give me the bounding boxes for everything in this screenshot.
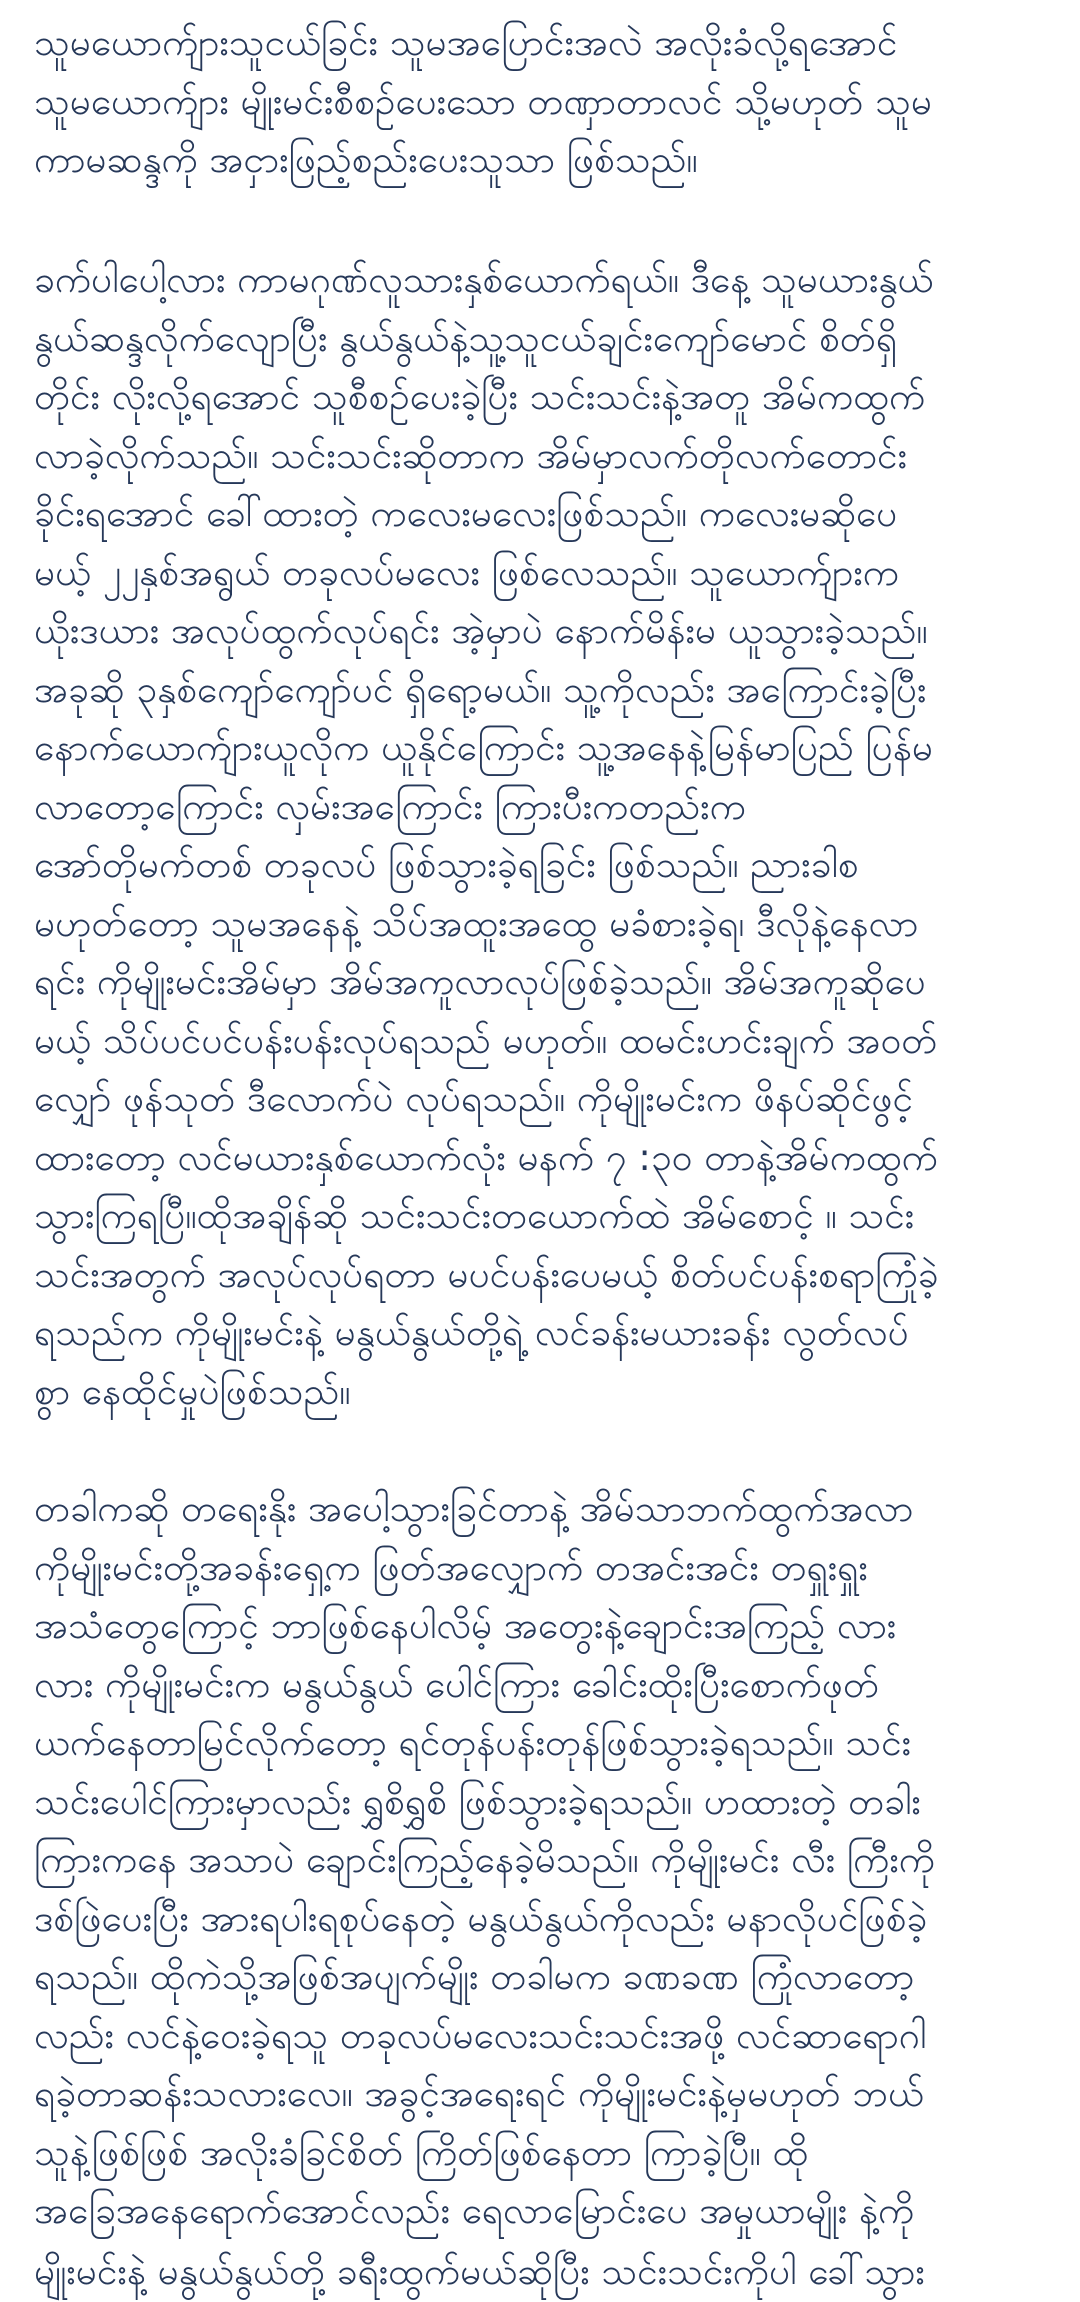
text-line: ထားတော့ လင်မယားနှစ်ယောက်လုံး မနက် ၇ :၃၀ တာနဲ့အိမ်ကထွက်: [34, 1135, 938, 1179]
text-line: စွာ နေထိုင်မှုပဲဖြစ်သည်။: [34, 1369, 351, 1413]
text-line: သူနဲ့ဖြစ်ဖြစ် အလိုးခံခြင်စိတ် ကြိတ်ဖြစ်နေတာ ကြာခဲ့ပြီ။ ထို: [34, 2130, 809, 2174]
text-line: လား ကိုမျိုးမင်းက မနွယ်နွယ် ပေါင်ကြား ခေါင်းထိုးပြီးစောက်ဖုတ်: [34, 1662, 879, 1706]
text-line: ဒစ်ဖြဲပေးပြီး အားရပါးရစုပ်နေတဲ့ မနွယ်နွယ်ကိုလည်း မနာလိုပင်ဖြစ်ခဲ့: [34, 1896, 928, 1940]
text-line: ခက်ပါပေါ့လား ကာမဂုဏ်လူသားနှစ်ယောက်ရယ်။ ဒီနေ့ သူမယားနွယ်: [34, 258, 934, 301]
text-line: တခါကဆို တရေးနိုး အပေါ့သွားခြင်တာနဲ့ အိမ်သာဘက်ထွက်အလာ: [34, 1487, 914, 1530]
text-line: ယိုးဒယား အလုပ်ထွက်လုပ်ရင်း အဲ့မှာပဲ နောက်မိန်းမ ယူသွားခဲ့သည်။: [34, 609, 928, 652]
text-line: နွယ်ဆန္ဒလိုက်လျောပြီး နွယ်နွယ်နဲ့သူ့သူငယ်ချင်းကျော်မောင် စိတ်ရှိ: [34, 316, 898, 360]
text-line: နောက်ယောက်ျားယူလိုက ယူနိုင်ကြောင်း သူ့အနေနဲ့မြန်မာပြည် ပြန်မ: [34, 726, 934, 769]
text-line: အသံတွေကြောင့် ဘာဖြစ်နေပါလိမ့် အတွေးနဲ့ချောင်းအကြည့် လား: [34, 1604, 897, 1647]
text-line: လည်း လင်နဲ့ဝေးခဲ့ရသူ တခုလပ်မလေးသင်းသင်းအဖို့ လင်ဆာရောဂါ: [34, 2013, 927, 2057]
text-line: သူမယောက်ျား မျိုးမင်းစီစဉ်ပေးသော တဏှာတာလင် သို့မဟုတ် သူမ: [34, 79, 932, 123]
text-line: အခြေအနေရောက်အောင်လည်း ရေလာမြောင်းပေ အမှုယာမျိုး နဲ့ကို: [34, 2189, 915, 2232]
text-line: ရင်း ကိုမျိုးမင်းအိမ်မှာ အိမ်အကူလာလုပ်ဖြစ်ခဲ့သည်။ အိမ်အကူဆိုပေ: [34, 960, 926, 1003]
paragraph-3: [34, 1480, 1054, 2241]
text-line: ကြားကနေ အသာပဲ ချောင်းကြည့်နေခဲ့မိသည်။ ကိုမျိုးမင်း လီး ကြီးကို: [34, 1838, 935, 1881]
text-line: တိုင်း လိုးလို့ရအောင် သူစီစဉ်ပေးခဲ့ပြီး သင်းသင်းနဲ့အတူ အိမ်ကထွက်: [34, 375, 926, 418]
text-line: ရသည်က ကိုမျိုးမင်းနဲ့ မနွယ်နွယ်တို့ရဲ့ လင်ခန်းမယားခန်း လွတ်လပ်: [34, 1311, 909, 1354]
text-line: သင်းအတွက် အလုပ်လုပ်ရတာ မပင်ပန်းပေမယ့် စိတ်ပင်ပန်းစရာကြုံခဲ့: [34, 1252, 939, 1296]
paragraph-4-partial: [34, 2243, 1054, 2302]
text-line: မယ့် သိပ်ပင်ပင်ပန်းပန်းလုပ်ရသည် မဟုတ်။ ထမင်းဟင်းချက် အဝတ်: [34, 1018, 938, 1062]
text-line: မျိုးမင်းနဲ့ မနွယ်နွယ်တို့ ခရီးထွက်မယ်ဆိုပြီး သင်းသင်းကိုပါ ခေါ်သွား: [34, 2250, 925, 2293]
text-line: ကိုမျိုးမင်းတို့အခန်းရှေ့က ဖြတ်အလျှောက် တအင်းအင်း တရှူးရှူး: [34, 1545, 868, 1589]
text-line: အခုဆို ၃နှစ်ကျော်ကျော်ပင် ရှိရော့မယ်။ သူ့ကိုလည်း အကြောင်းခဲ့ပြီး: [34, 667, 927, 711]
text-line: လာတော့ကြောင်း လှမ်းအကြောင်း ကြားပီးကတည်းက: [34, 784, 746, 828]
text-line: မဟုတ်တော့ သူမအနေနဲ့ သိပ်အထူးအထွေ မခံစားခဲ့ရ၊ ဒီလိုနဲ့နေလာ: [34, 901, 919, 945]
text-line: သွားကြရပြီ။ထိုအချိန်ဆို သင်းသင်းတယောက်ထဲ အိမ်စောင့် ။ သင်း: [34, 1194, 915, 1237]
text-line: ရသည်။ ထိုကဲသို့အဖြစ်အပျက်မျိုး တခါမက ခဏခဏ ကြုံလာတော့: [34, 1955, 915, 1998]
text-line: သူမယောက်ျားသူငယ်ခြင်း သူမအပြောင်းအလဲ အလိုးခံလို့ရအောင်: [34, 21, 898, 64]
text-line: လာခဲ့လိုက်သည်။ သင်းသင်းဆိုတာက အိမ်မှာလက်တိုလက်တောင်း: [34, 433, 907, 477]
text-line: သင်းပေါင်ကြားမှာလည်း ရွှစိရွှစိ ဖြစ်သွားခဲ့ရသည်။ ဟထားတဲ့ တခါး: [34, 1779, 921, 1823]
text-line: လျှော် ဖုန်သုတ် ဒီလောက်ပဲ လုပ်ရသည်။ ကိုမျိုးမင်းက ဖိနပ်ဆိုင်ဖွင့်: [34, 1077, 914, 1120]
text-line: ယက်နေတာမြင်လိုက်တော့ ရင်တုန်ပန်းတုန်ဖြစ်သွားခဲ့ရသည်။ သင်း: [34, 1721, 912, 1764]
text-line: ရခဲ့တာဆန်းသလားလေ။ အခွင့်အရေးရင် ကိုမျိုးမင်းနဲ့မှမဟုတ် ဘယ်: [34, 2072, 924, 2115]
text-line: ကာမဆန္ဒကို အငှားဖြည့်စည်းပေးသူသာ ဖြစ်သည်။: [34, 138, 698, 181]
paragraph-1: [34, 14, 1054, 190]
text-line: ခိုင်းရအောင် ခေါ်ထားတဲ့ ကလေးမလေးဖြစ်သည်။ ကလေးမဆိုပေ: [34, 492, 898, 535]
text-line: အော်တိုမက်တစ် တခုလပ် ဖြစ်သွားခဲ့ရခြင်း ဖြစ်သည်။ ညားခါစ: [34, 843, 859, 886]
text-line: မယ့် ၂၂နှစ်အရွယ် တခုလပ်မလေး ဖြစ်လေသည်။ သူယောက်ျားက: [34, 550, 899, 594]
paragraph-2: [34, 251, 1054, 1421]
